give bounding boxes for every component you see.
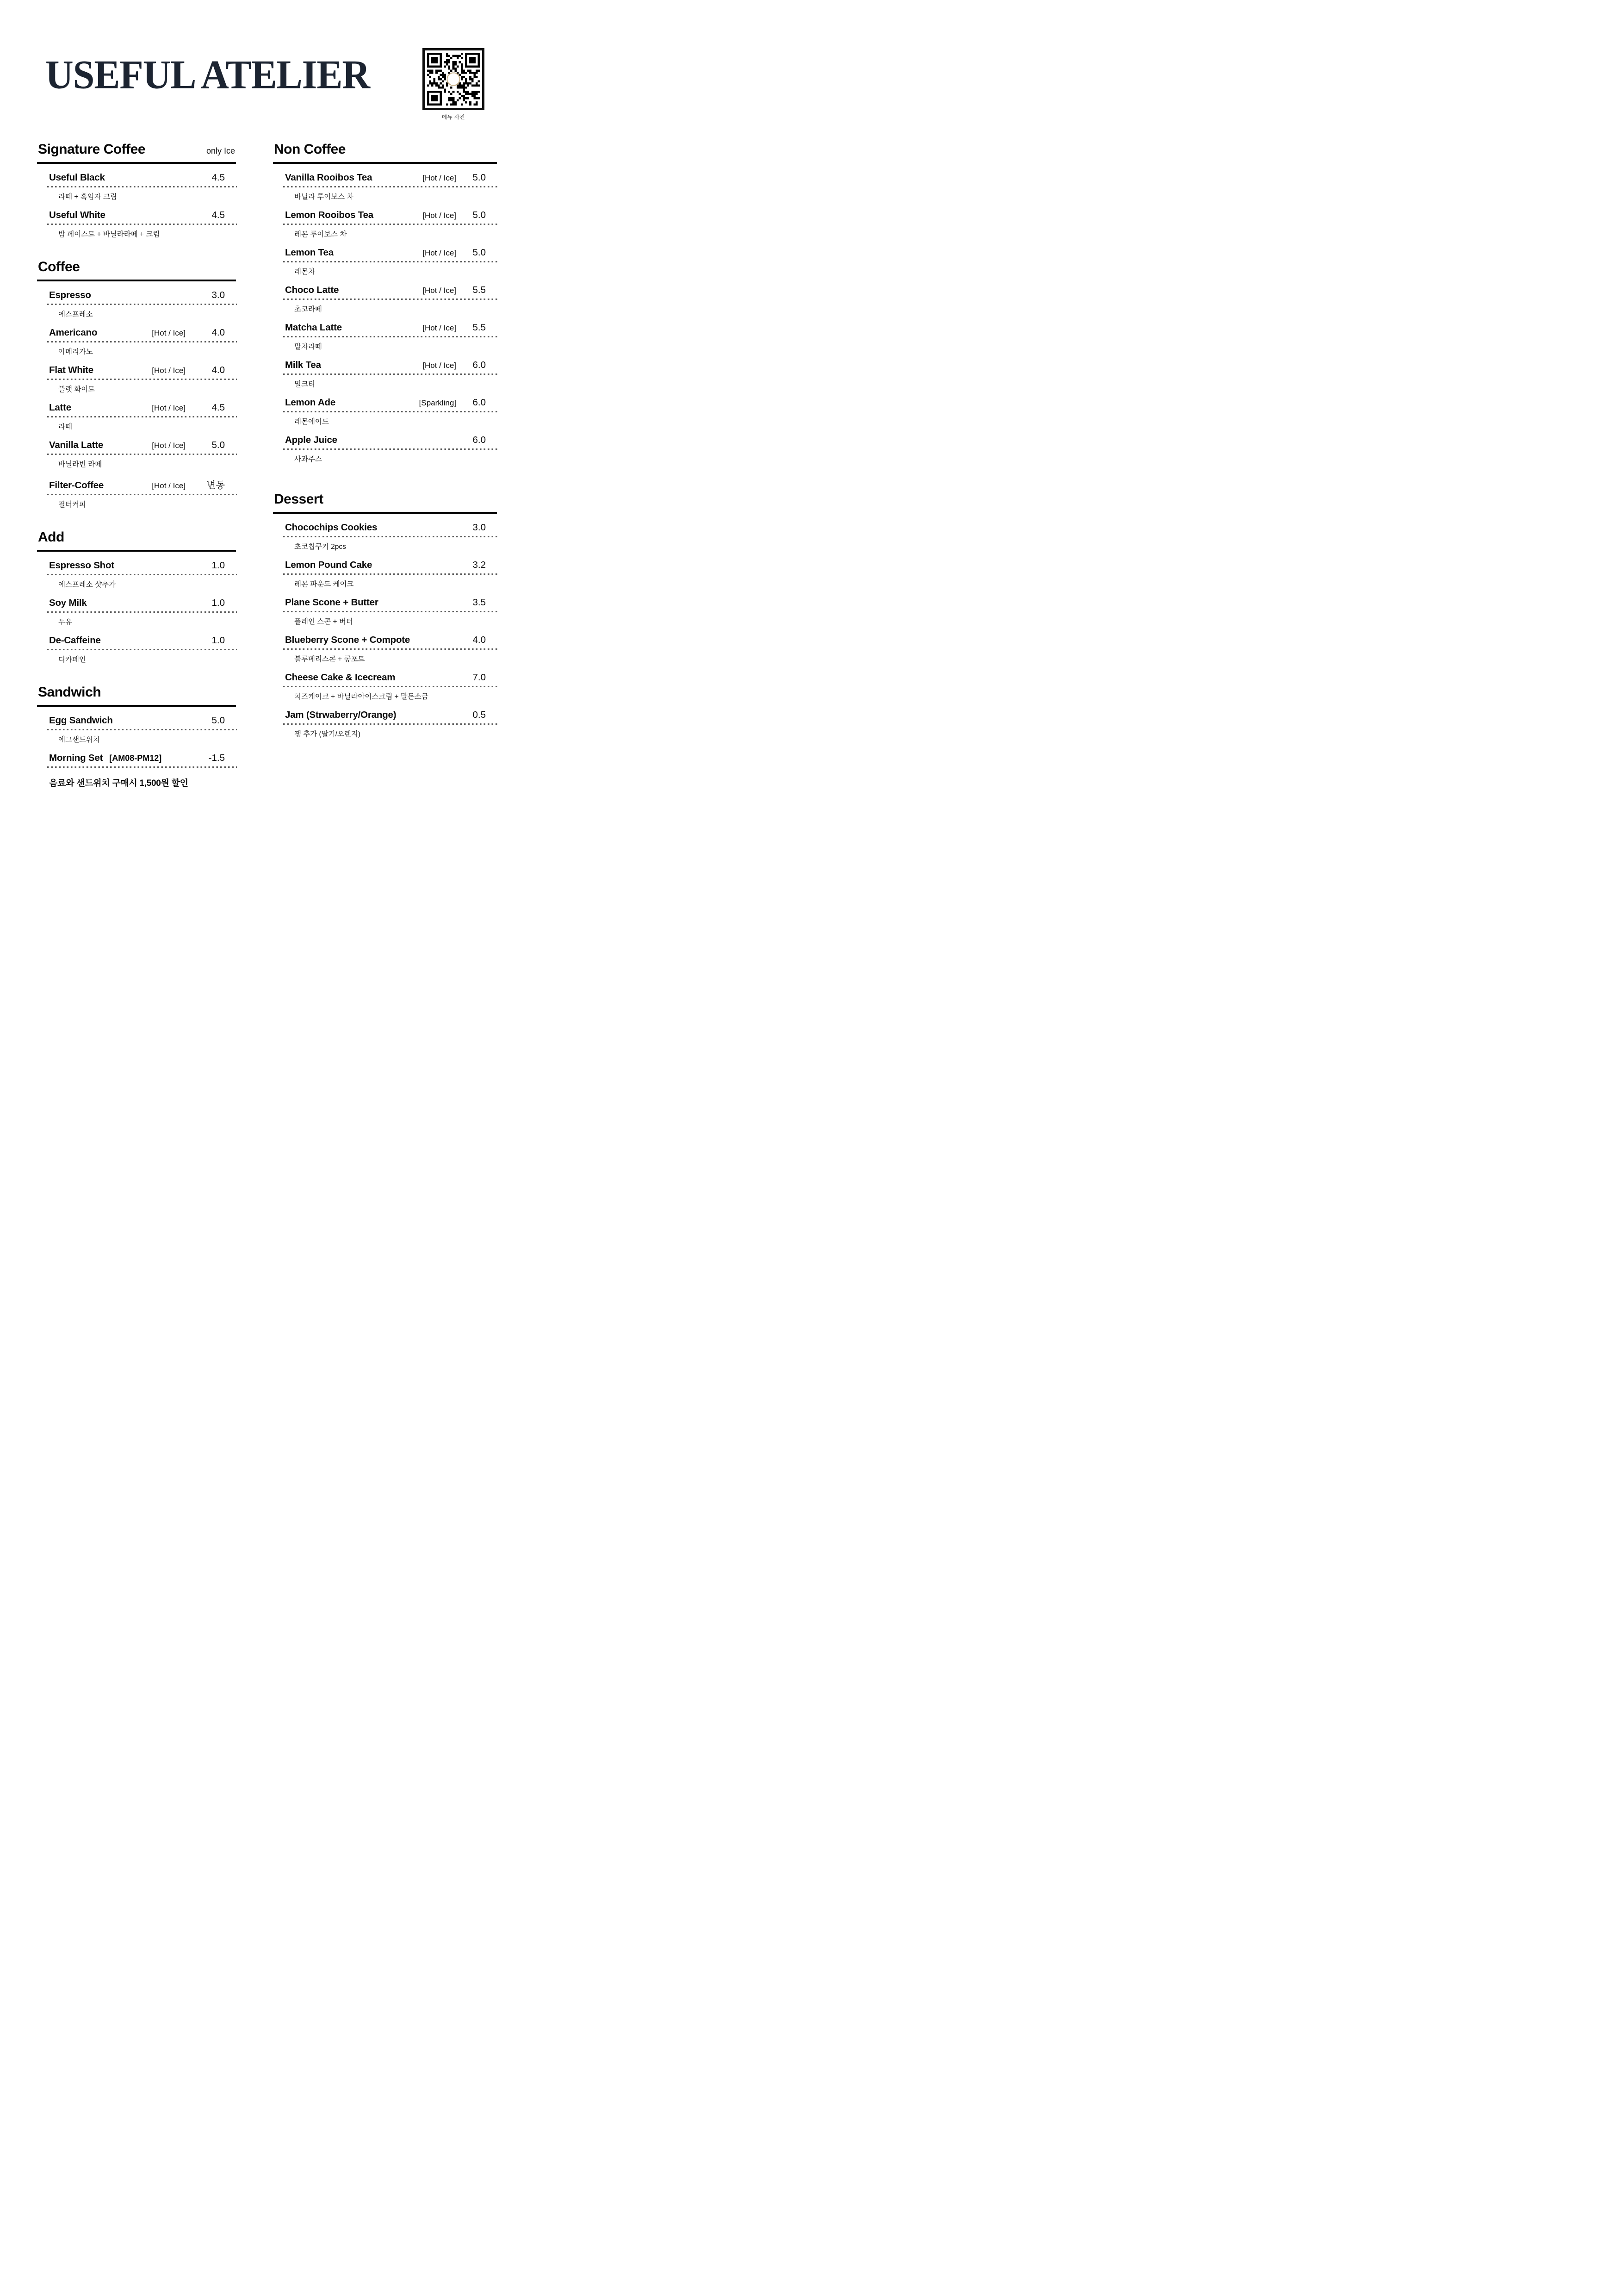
menu-item — [285, 635, 497, 664]
section-header — [37, 259, 236, 281]
section-header — [273, 142, 497, 164]
item-option: [Hot / Ice] — [152, 329, 186, 337]
menu-item — [285, 522, 497, 551]
column-right — [273, 142, 497, 747]
section-note: only Ice — [206, 146, 235, 156]
item-desc: 밤 페이스트 + 바닐라라떼 + 크림 — [58, 230, 160, 238]
item-price: 3.5 — [472, 597, 486, 608]
section-title: Signature Coffee — [38, 142, 146, 157]
item-row — [49, 172, 236, 187]
menu-item — [285, 709, 497, 739]
item-price: 4.0 — [472, 635, 486, 645]
menu-item — [49, 635, 236, 664]
menu-item — [49, 440, 236, 469]
item-row — [285, 322, 497, 337]
item-option: [Hot / Ice] — [422, 361, 456, 370]
item-name: Filter-Coffee — [49, 480, 104, 491]
menu-item — [49, 327, 236, 356]
item-name: Flat White — [49, 365, 93, 375]
item-desc: 치즈케이크 + 바닐라아이스크림 + 말돈소금 — [294, 693, 428, 701]
item-price: 4.5 — [211, 172, 225, 183]
item-row — [49, 290, 236, 305]
item-desc: 레몬차 — [294, 268, 315, 276]
item-row — [285, 560, 497, 575]
item-name: Latte — [49, 402, 71, 413]
menu-item — [285, 360, 497, 389]
item-row — [49, 210, 236, 225]
item-price: 변동 — [206, 480, 225, 491]
item-name: Apple Juice — [285, 435, 337, 445]
item-price: 3.0 — [211, 290, 225, 300]
item-row — [285, 247, 497, 262]
item-desc: 플랫 화이트 — [58, 386, 95, 393]
section-title: Add — [38, 529, 64, 545]
item-price: 6.0 — [472, 435, 486, 445]
item-desc: 말차라떼 — [294, 343, 322, 351]
item-desc: 두유 — [58, 618, 72, 626]
section-header — [37, 684, 236, 707]
item-option: [Hot / Ice] — [152, 481, 186, 490]
menu-item — [285, 397, 497, 426]
item-option: [Hot / Ice] — [422, 211, 456, 220]
item-row — [285, 522, 497, 537]
item-option: [Hot / Ice] — [152, 441, 186, 450]
menu-item — [49, 402, 236, 431]
item-desc: 레몬 루이보스 차 — [294, 230, 347, 238]
item-desc: 레몬에이드 — [294, 418, 329, 426]
item-name: Lemon Ade — [285, 397, 336, 408]
qr-caption: 메뉴 사진 — [441, 115, 465, 120]
sandwich-discount-note: 음료와 샌드위치 구매시 1,500원 할인 — [49, 778, 188, 788]
section-header — [37, 529, 236, 552]
qr-code — [422, 48, 484, 110]
item-name: Espresso — [49, 290, 91, 300]
item-row — [49, 715, 236, 730]
item-name: Jam (Strwaberry/Orange) — [285, 709, 397, 720]
menu-item — [285, 247, 497, 276]
item-desc: 밀크티 — [294, 380, 315, 388]
item-name: Vanilla Rooibos Tea — [285, 172, 372, 183]
section-coffee — [37, 259, 236, 509]
item-price: 4.5 — [211, 210, 225, 220]
item-name: Vanilla Latte — [49, 440, 104, 450]
menu-item — [285, 210, 497, 239]
menu-item — [49, 210, 236, 239]
item-desc: 에스프레소 — [58, 311, 93, 318]
menu-item — [49, 290, 236, 319]
item-desc: 라떼 + 흑임자 크림 — [58, 193, 117, 201]
item-price: 4.0 — [211, 365, 225, 375]
item-price: 5.5 — [472, 285, 486, 295]
item-price: 6.0 — [472, 397, 486, 408]
item-row — [49, 327, 236, 342]
item-row — [49, 597, 236, 613]
item-row — [285, 397, 497, 412]
section-header — [37, 142, 236, 164]
item-option: [Hot / Ice] — [152, 404, 186, 412]
menu-item — [285, 172, 497, 201]
item-row — [49, 477, 236, 495]
item-name: Useful White — [49, 210, 105, 220]
item-name: Milk Tea — [285, 360, 321, 370]
menu-item — [285, 672, 497, 701]
item-name: Morning Set — [49, 753, 103, 763]
item-price: 1.0 — [211, 597, 225, 608]
item-name: Chocochips Cookies — [285, 522, 378, 533]
item-desc: 사과주스 — [294, 455, 322, 463]
item-price: 5.5 — [472, 322, 486, 333]
item-name: Matcha Latte — [285, 322, 342, 333]
item-row — [285, 360, 497, 375]
item-name: Blueberry Scone + Compote — [285, 635, 410, 645]
menu-item — [285, 435, 497, 464]
item-name: Espresso Shot — [49, 560, 114, 571]
section-title: Non Coffee — [274, 142, 346, 157]
item-row — [49, 560, 236, 575]
item-option: [Sparkling] — [419, 398, 456, 407]
item-desc: 아메리카노 — [58, 348, 93, 356]
item-price: 6.0 — [472, 360, 486, 370]
item-row — [285, 709, 497, 725]
menu-item — [49, 753, 236, 768]
item-desc: 디카페인 — [58, 656, 86, 664]
item-desc: 바닐라 루이보스 차 — [294, 193, 354, 201]
item-option: [Hot / Ice] — [152, 366, 186, 375]
item-name: Lemon Rooibos Tea — [285, 210, 373, 220]
item-price: 1.0 — [211, 635, 225, 646]
section-signature-coffee — [37, 142, 236, 239]
item-desc: 잼 추가 (딸기/오렌지) — [294, 730, 361, 738]
item-row — [285, 172, 497, 187]
item-option: [Hot / Ice] — [422, 286, 456, 295]
menu-item — [49, 560, 236, 589]
section-dessert — [273, 492, 497, 739]
item-row — [49, 365, 236, 380]
item-row — [49, 402, 236, 417]
menu-item — [285, 560, 497, 589]
item-name: Lemon Tea — [285, 247, 334, 258]
item-row — [285, 672, 497, 687]
item-price: -1.5 — [208, 753, 225, 763]
item-name: De-Caffeine — [49, 635, 101, 646]
item-price: 3.2 — [472, 560, 486, 570]
menu-item — [285, 285, 497, 314]
item-name: Choco Latte — [285, 285, 339, 295]
item-row — [285, 597, 497, 612]
item-name: Americano — [49, 327, 98, 338]
item-price: 4.0 — [211, 327, 225, 338]
item-desc: 초코칩쿠키 2pcs — [294, 543, 346, 551]
item-price: 4.5 — [211, 402, 225, 413]
section-title: Sandwich — [38, 684, 101, 700]
section-header — [273, 492, 497, 514]
item-price: 1.0 — [211, 560, 225, 571]
item-row — [285, 435, 497, 450]
item-price: 0.5 — [472, 709, 486, 720]
item-option: [Hot / Ice] — [422, 249, 456, 257]
item-desc: 바닐라빈 라떼 — [58, 460, 102, 468]
item-price: 5.0 — [211, 715, 225, 726]
item-price: 5.0 — [472, 210, 486, 220]
item-desc: 레몬 파운드 케이크 — [294, 580, 354, 588]
section-non-coffee — [273, 142, 497, 464]
item-row — [49, 635, 236, 650]
section-add — [37, 529, 236, 664]
section-title: Dessert — [274, 492, 323, 507]
menu-item — [49, 365, 236, 394]
item-price: 5.0 — [472, 247, 486, 258]
item-option: [Hot / Ice] — [422, 174, 456, 182]
item-desc: 에스프레소 샷추가 — [58, 581, 116, 589]
item-time-tag: [AM08-PM12] — [109, 753, 162, 763]
item-row — [285, 210, 497, 225]
menu-item — [285, 322, 497, 351]
item-price: 5.0 — [211, 440, 225, 450]
item-price: 5.0 — [472, 172, 486, 183]
item-name: Egg Sandwich — [49, 715, 113, 726]
item-row — [49, 753, 236, 768]
item-name: Soy Milk — [49, 597, 87, 608]
qr-block — [422, 48, 484, 121]
item-name: Cheese Cake & Icecream — [285, 672, 396, 683]
item-name: Plane Scone + Butter — [285, 597, 378, 608]
menu-page — [0, 0, 541, 788]
section-sandwich — [37, 684, 236, 789]
item-desc: 초코라떼 — [294, 305, 322, 313]
item-price: 7.0 — [472, 672, 486, 683]
item-desc: 플레인 스콘 + 버터 — [294, 618, 353, 626]
item-desc: 필터커피 — [58, 501, 86, 509]
item-row — [285, 285, 497, 300]
menu-item — [49, 477, 236, 509]
item-name: Lemon Pound Cake — [285, 560, 372, 570]
item-name: Useful Black — [49, 172, 105, 183]
page-title: USEFUL ATELIER — [45, 52, 370, 98]
item-row — [285, 635, 497, 650]
column-left — [37, 142, 236, 789]
menu-item — [49, 597, 236, 627]
item-row — [49, 440, 236, 455]
section-title: Coffee — [38, 259, 80, 274]
qr-code-icon — [427, 53, 480, 106]
item-option: [Hot / Ice] — [422, 324, 456, 332]
item-price: 3.0 — [472, 522, 486, 533]
menu-item — [285, 597, 497, 626]
menu-item — [49, 715, 236, 744]
item-desc: 라떼 — [58, 423, 72, 431]
item-desc: 에그샌드위치 — [58, 736, 100, 744]
menu-item — [49, 172, 236, 201]
item-desc: 블루베리스콘 + 콩포트 — [294, 655, 365, 663]
